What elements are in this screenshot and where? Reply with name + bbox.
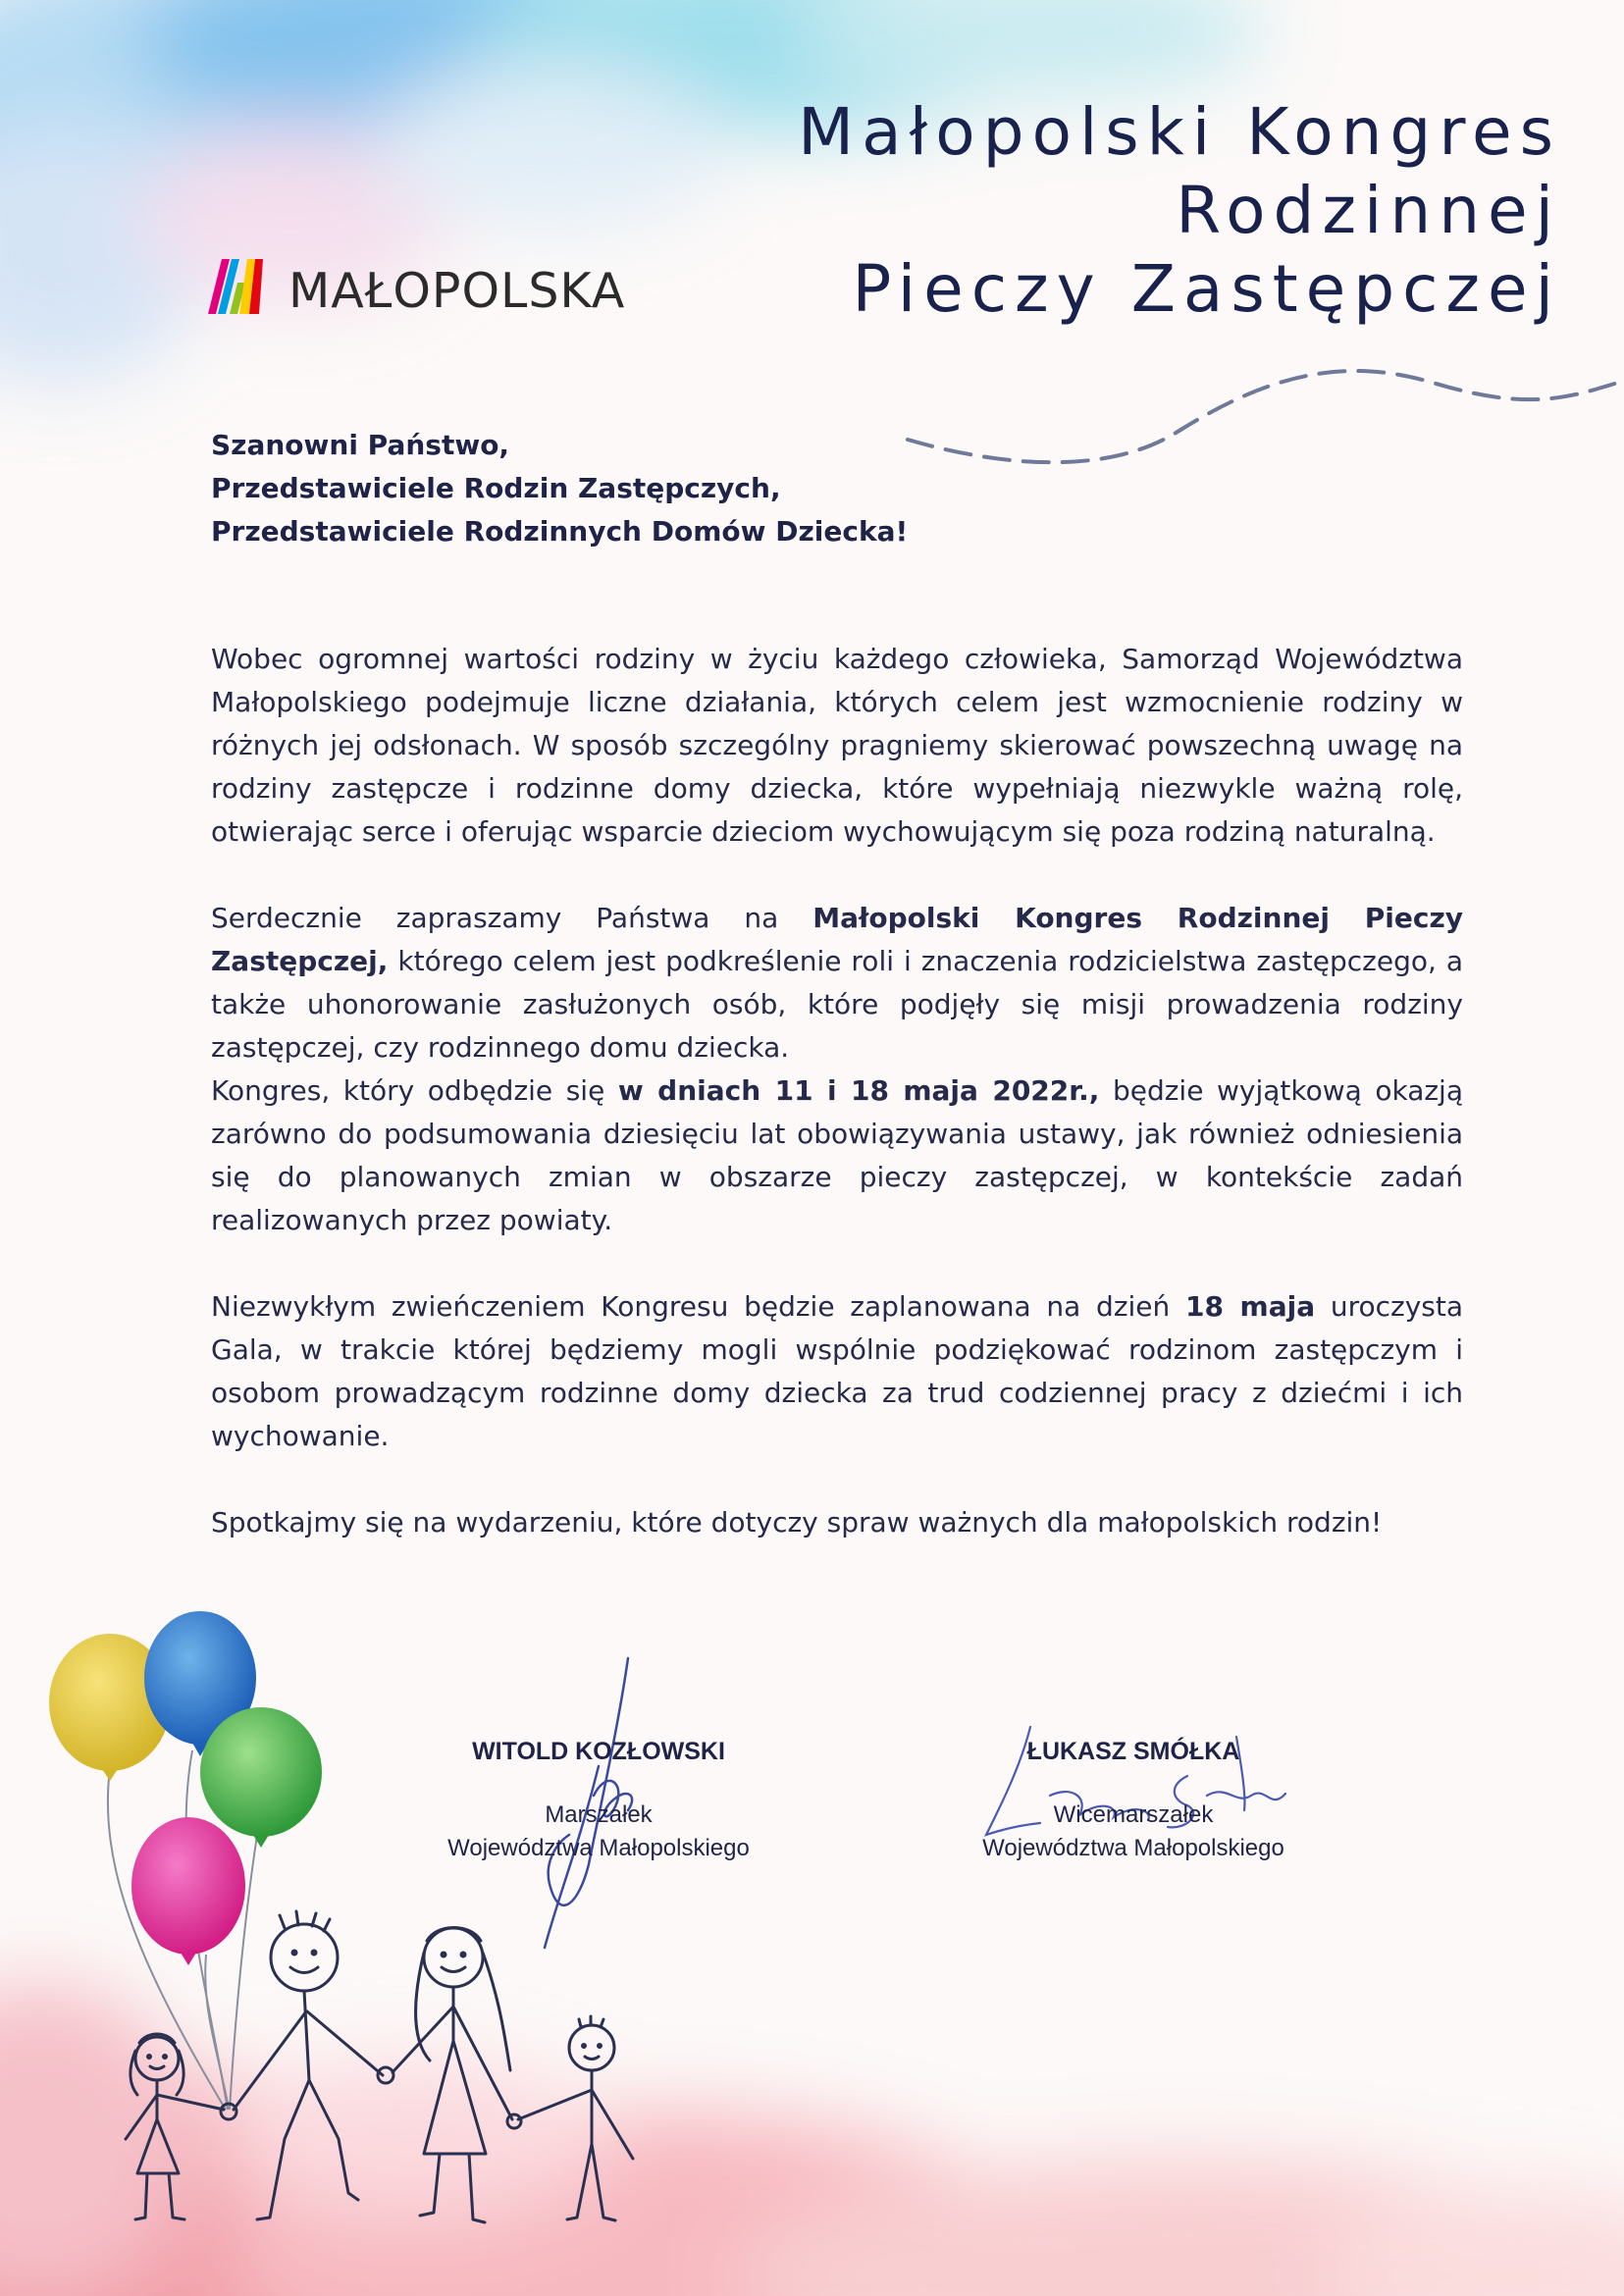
title-line: Małopolski Kongres [798,94,1561,170]
paragraph-closing: Spotkajmy się na wydarzeniu, które dotyczy spraw ważnych dla małopolskich rodzin! [211,1506,1383,1539]
text: Kongres, który odbędzie się [211,1074,618,1107]
gala-date: 18 maja [1185,1290,1316,1323]
text: będzie wyjątkową okazją zarówno do podsumowania dziesięciu lat obowiązywania ustawy, jak również odniesienia się do planowanych zmian w obszarze pieczy zastępczej, w kontekście zadań realizowanych przez powiaty. [211,1074,1463,1236]
wavy-dashed-line [908,371,1624,462]
balloon-green [200,1707,322,1837]
signatory-org: Województwa Małopolskiego [447,1835,750,1861]
malopolska-logo [273,263,625,319]
greeting-line: Przedstawiciele Rodzin Zastępczych, [211,472,781,504]
signatory-name: ŁUKASZ SMÓŁKA [1026,1738,1240,1765]
event-dates: w dniach 11 i 18 maja 2022r., [617,1074,1100,1107]
signatory-role: Wicemarszałek [1053,1801,1214,1828]
signatory-name: WITOLD KOZŁOWSKI [472,1738,725,1765]
signatory-org: Województwa Małopolskiego [982,1835,1284,1861]
bottom-watercolor [0,1982,1624,2296]
signature-block-marszalek [432,1734,765,1865]
greeting-line: Szanowni Państwo, [211,429,510,461]
paragraph-gala [211,1285,1463,1458]
paragraph-intro: Wobec ogromnej wartości rodziny w życiu każdego człowieka, Samorząd Województwa Małopolskiego podejmuje liczne działania, których celem jest wzmocnienie rodziny w różnych jej odsłonach. W sposób szczególny pragniemy skierować powszechną uwagę na rodziny zastępcze i rodzinne domy dziecka, które wypełniają niezwykle ważną rolę, otwierając serce i oferując wsparcie dzieciom wychowującym się poza rodziną naturalną. [211,643,1463,848]
letter-body [211,638,1463,1544]
text: Niezwykłym zwieńczeniem Kongresu będzie zaplanowana na dzień [211,1290,1186,1323]
greeting-line: Przedstawiciele Rodzinnych Domów Dziecka! [211,515,909,548]
paragraph-invitation [211,897,1463,1070]
balloon-pink [131,1817,245,1955]
logo-text: MAŁOPOLSKA [288,263,626,319]
text: uroczysta Gala, w trakcie której będziemy mogli wspólnie podziękować rodzinom zastępczym i osobom prowadzącym rodzinne domy dziecka za trud codziennej pracy z dziećmi i ich wychowanie. [211,1290,1464,1452]
balloons [49,1611,322,1965]
signatory-role: Marszałek [545,1801,653,1828]
paragraph-dates [211,1070,1463,1242]
title-line: Pieczy Zastępczej [852,251,1561,327]
text: Serdecznie zapraszamy Państwa na [211,902,813,934]
signature-block-wicemarszalek [967,1734,1300,1865]
text: którego celem jest podkreślenie roli i znaczenia rodzicielstwa zastępczego, a także uhonorowanie zasłużonych osób, które podjęły się misji prowadzenia rodziny zastępczej, czy rodzinnego domu dziecka. [211,945,1463,1064]
greeting [211,424,908,553]
page-title [798,93,1561,329]
title-line: Rodzinnej [1176,173,1561,248]
event-name: Małopolski Kongres Rodzinnej Pieczy Zastępczej, [211,902,1463,977]
